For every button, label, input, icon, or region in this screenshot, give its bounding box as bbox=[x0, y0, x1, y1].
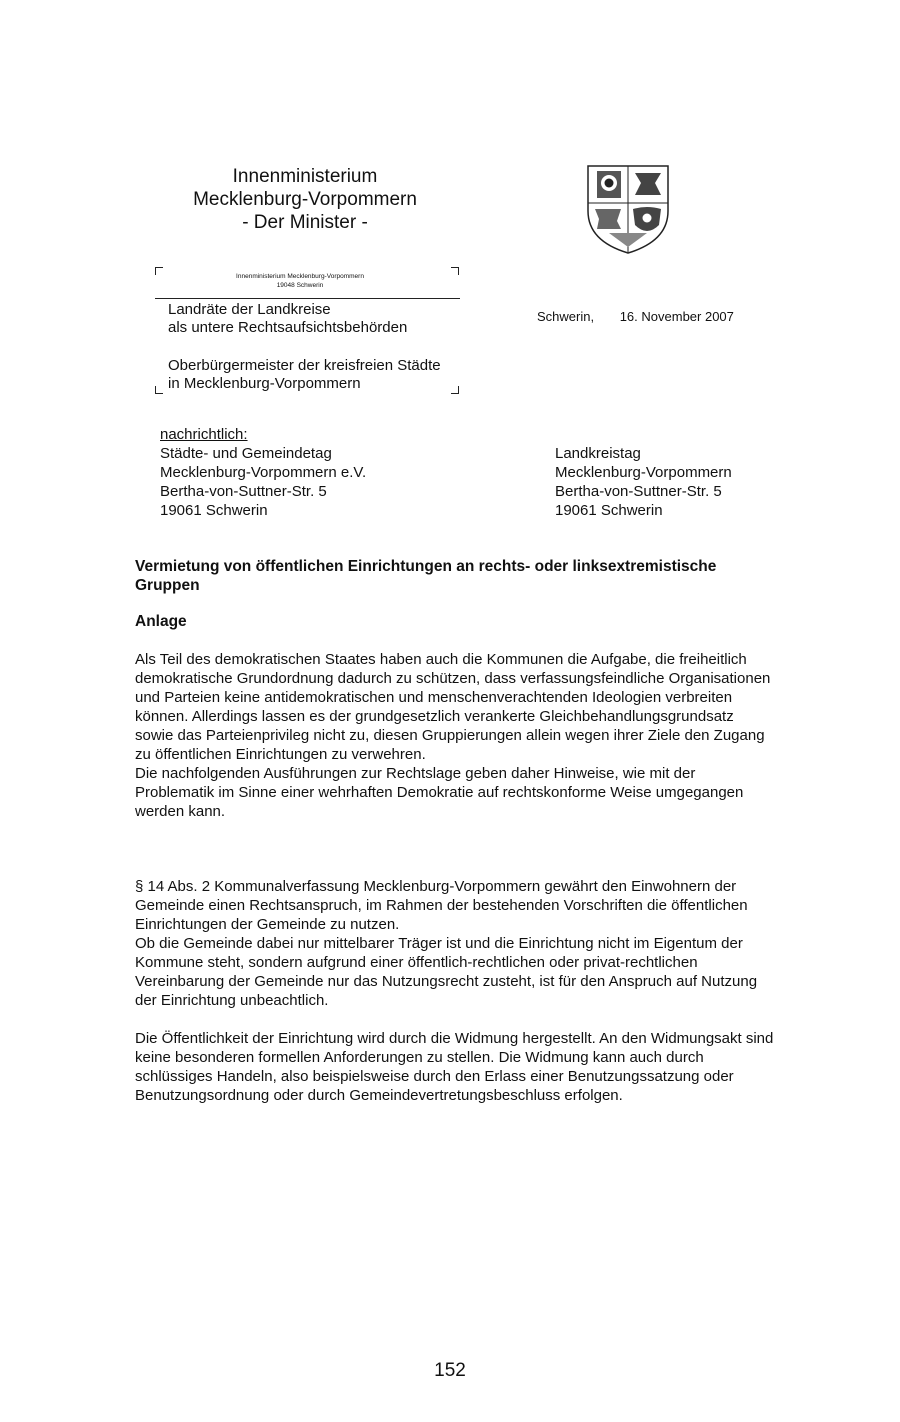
attachment-label: Anlage bbox=[135, 613, 187, 630]
letter-date: 16. November 2007 bbox=[619, 309, 734, 324]
corner-mark-top-right bbox=[451, 267, 459, 275]
corner-mark-top-left bbox=[155, 267, 163, 275]
minister-line: - Der Minister - bbox=[242, 212, 368, 233]
state-name: Mecklenburg-Vorpommern bbox=[193, 189, 417, 210]
recipient-landraete: Landräte der Landkreise als untere Rechtsaufsichtsbehörden bbox=[168, 301, 408, 336]
return-address: Innenministerium Mecklenburg-Vorpommern 19048 Schwerin bbox=[236, 273, 364, 289]
page-number: 152 bbox=[434, 1360, 466, 1381]
cc-label: nachrichtlich: bbox=[160, 426, 248, 443]
recipient-oberbuergermeister: Oberbürgermeister der kreisfreien Städte in Mecklenburg-Vorpommern bbox=[168, 357, 441, 392]
cc-left-address: Städte- und Gemeindetag Mecklenburg-Vorpommern e.V. Bertha-von-Suttner-Str. 5 19061 Schwerin bbox=[160, 445, 367, 519]
letterhead bbox=[150, 165, 460, 234]
address-divider bbox=[155, 298, 460, 299]
body-paragraph-2: § 14 Abs. 2 Kommunalverfassung Mecklenburg-Vorpommern gewährt den Einwohnern der Gemeinde einen Rechtsanspruch, im Rahmen der bestehenden Vorschriften die öffentlichen Einrichtungen der Gemeinde zu nutzen. Ob die Gemeinde dabei nur mittelbarer Träger ist und die Einrichtung nicht im Eigentum der Kommune steht, sondern aufgrund einer öffentlich-rechtlichen oder privat-rechtlichen Vereinbarung der Gemeinde nur das Nutzungsrecht zusteht, ist für den Anspruch auf Nutzung der Einrichtung unbeachtlich. bbox=[135, 878, 758, 1009]
body-paragraph-3: Die Öffentlichkeit der Einrichtung wird durch die Widmung hergestellt. An den Widmungsakt sind keine besonderen formellen Anforderungen zu stellen. Die Widmung kann auch durch schlüssiges Handeln, also beispielsweise durch den Erlass einer Benutzungssatzung oder Benutzungsordnung oder durch Gemeindevertretungsbeschluss erfolgen. bbox=[135, 1030, 774, 1104]
subject-line: Vermietung von öffentlichen Einrichtungen an rechts- oder linksextremistische Gruppen bbox=[135, 558, 717, 594]
coat-of-arms-icon bbox=[585, 163, 671, 255]
body-paragraph-1: Als Teil des demokratischen Staates haben auch die Kommunen die Aufgabe, die freiheitlich demokratische Grundordnung dadurch zu schützen, dass verfassungsfeindliche Organisationen und Parteien keine antidemokratischen und menschenverachtenden Ideologien verbreiten können. Allerdings lassen es der grundgesetzlich verankerte Gleichbehandlungsgrundsatz sowie das Parteienprivileg nicht zu, diesen Gruppierungen allein wegen ihrer Ziele den Zugang zu öffentlichen Einrichtungen zu verwehren. Die nachfolgenden Ausführungen zur Rechtslage geben daher Hinweise, wie mit der Problematik im Sinne einer wehrhaften Demokratie auf rechtskonforme Weise umgegangen werden kann. bbox=[135, 651, 771, 820]
cc-right-address: Landkreistag Mecklenburg-Vorpommern Bertha-von-Suttner-Str. 5 19061 Schwerin bbox=[555, 445, 732, 519]
place-date bbox=[537, 309, 734, 324]
corner-mark-bottom-left bbox=[155, 386, 163, 394]
ministry-name: Innenministerium bbox=[232, 166, 378, 187]
corner-mark-bottom-right bbox=[451, 386, 459, 394]
place: Schwerin, bbox=[537, 309, 595, 324]
